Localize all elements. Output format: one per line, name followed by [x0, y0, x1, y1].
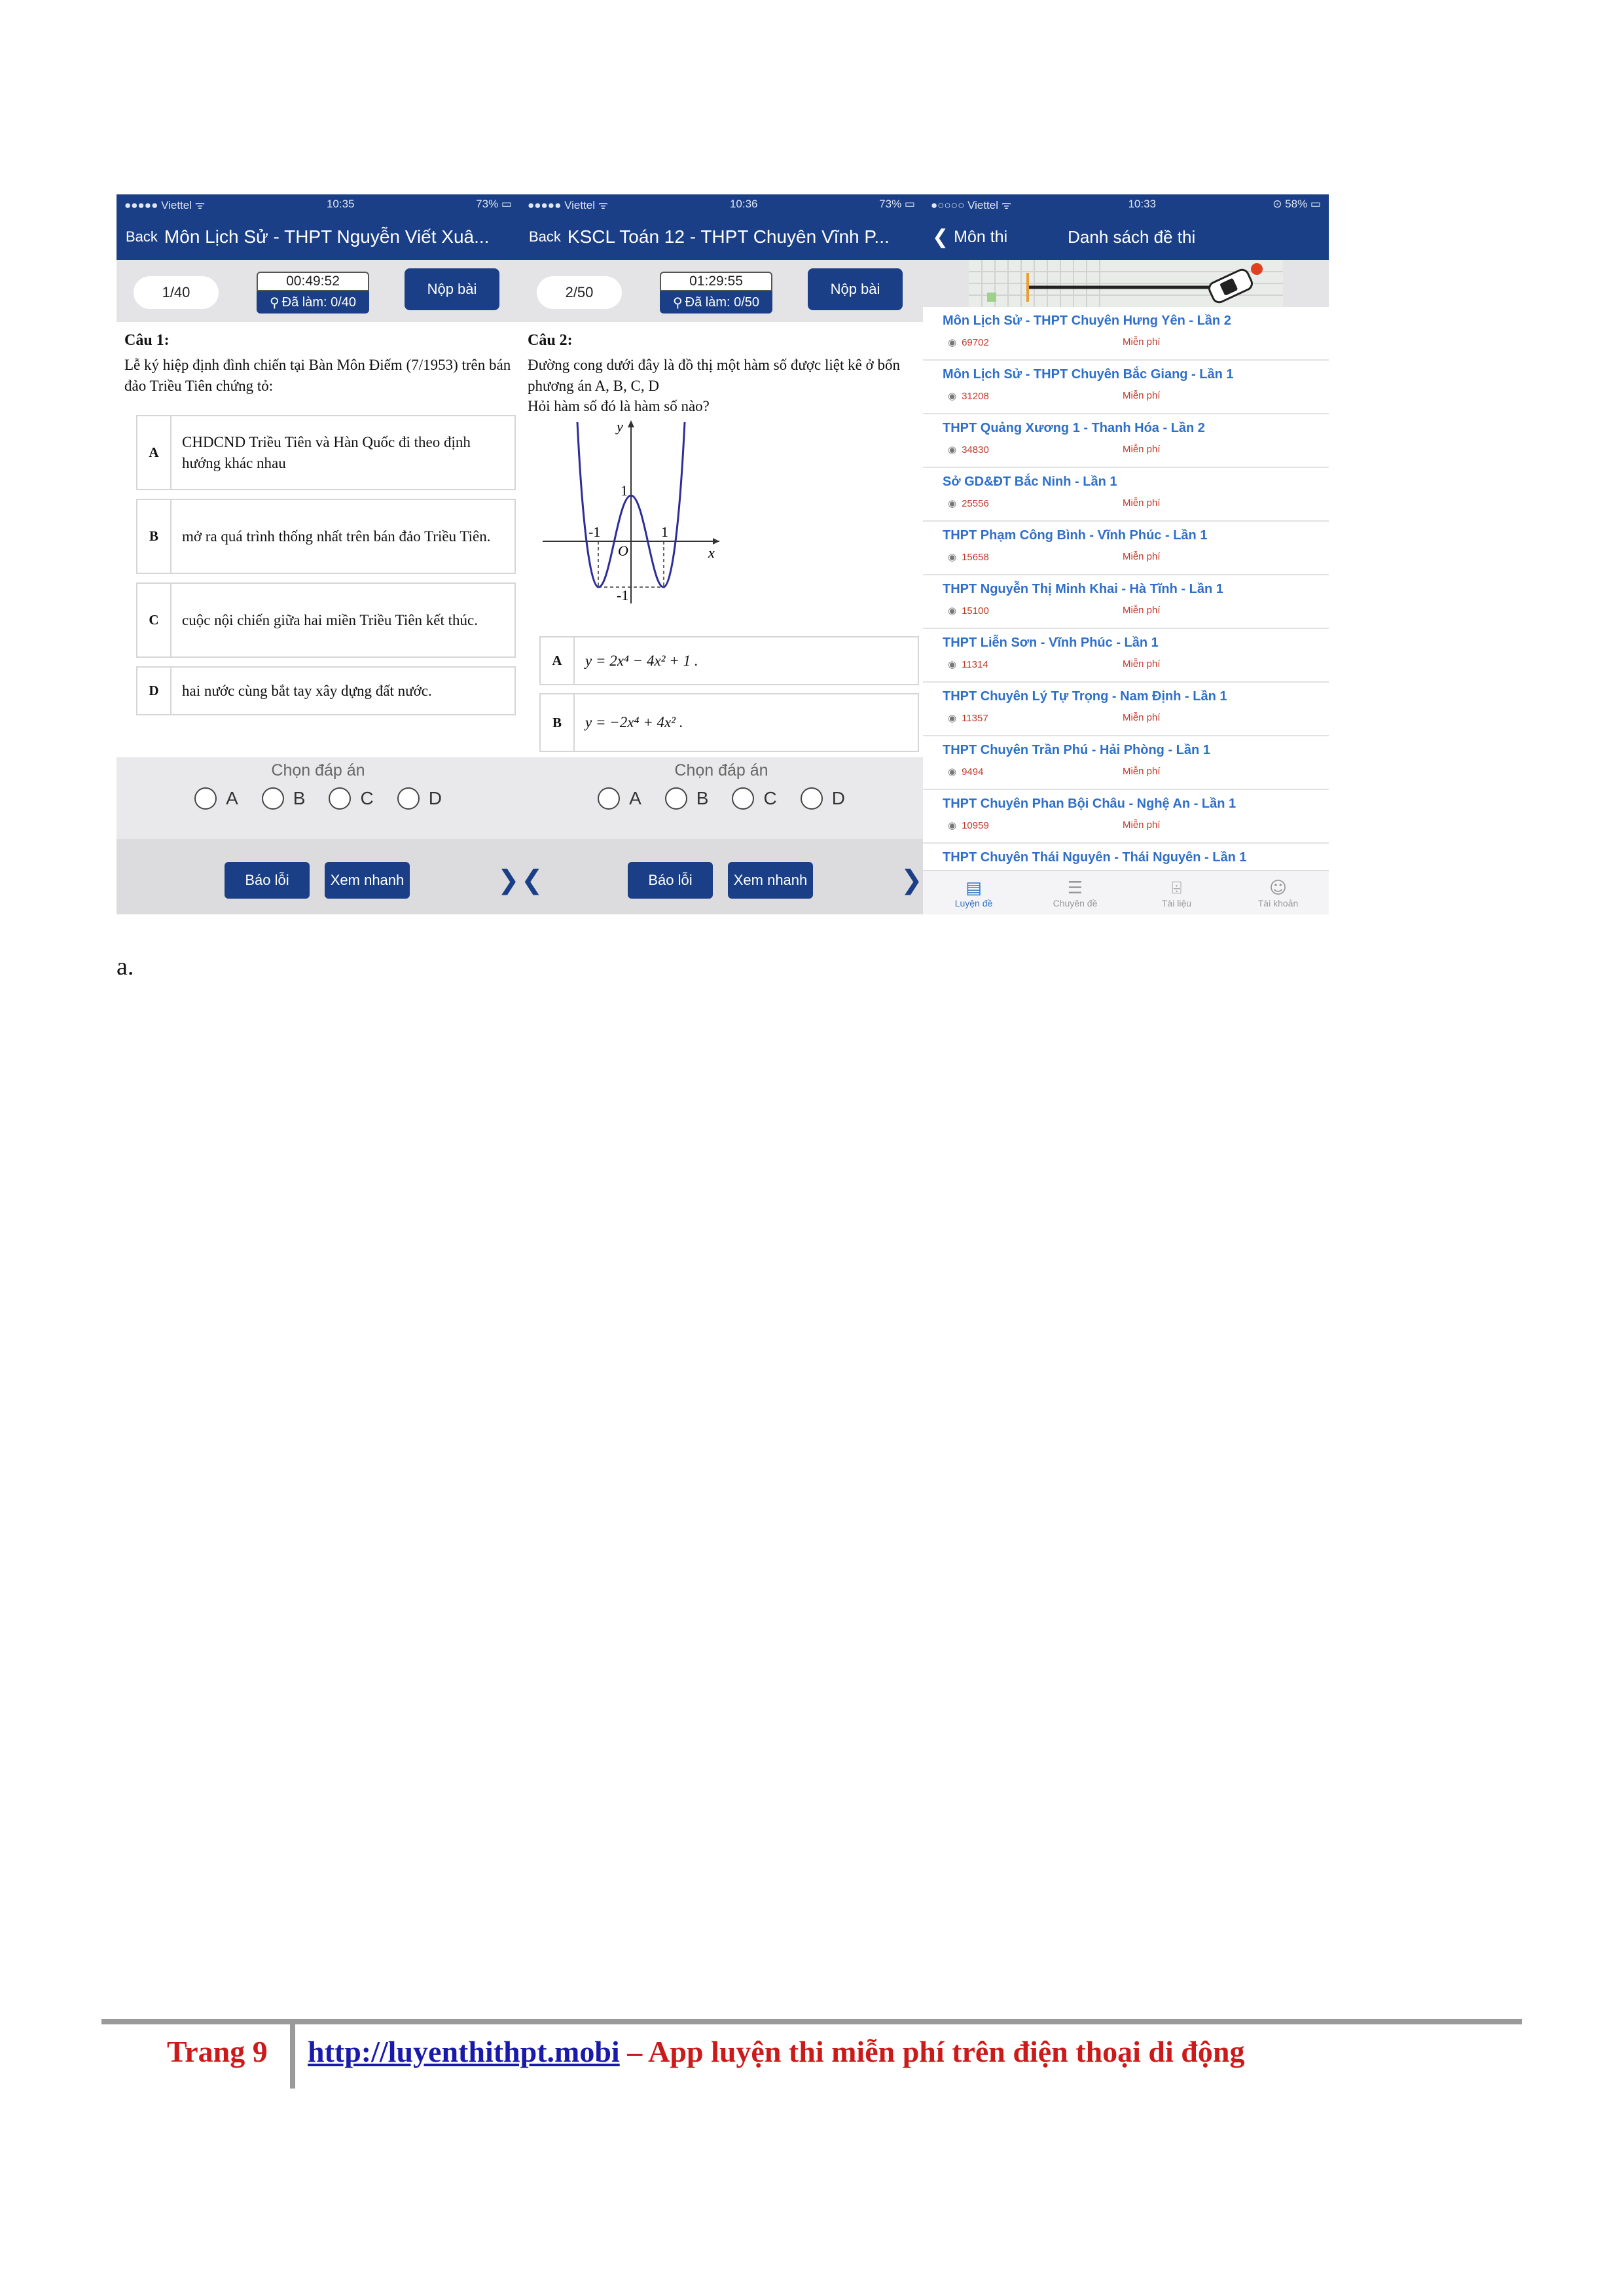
radio-label: C [763, 788, 777, 808]
price-label: Miễn phí [1123, 336, 1161, 348]
option-letter: B [137, 500, 171, 573]
tick-label: 1 [621, 482, 628, 499]
status-bar [117, 194, 520, 214]
option-text: y = −2x⁴ + 4x² . [585, 714, 683, 730]
option-text: y = 2x⁴ − 4x² + 1 . [585, 652, 698, 669]
footer-page-label: Trang 9 [167, 2035, 268, 2068]
radio-d[interactable] [801, 787, 845, 810]
back-button[interactable] [932, 226, 1007, 249]
list-item[interactable] [923, 414, 1329, 468]
battery: 73% ▭ [476, 198, 512, 210]
y-axis-label: y [617, 418, 623, 435]
status-bar [923, 194, 1329, 214]
eye-icon: ◉ [948, 766, 957, 778]
view-count [948, 712, 988, 724]
price-label: Miễn phí [1123, 390, 1161, 401]
views-value: 9494 [962, 766, 984, 778]
carrier: ●●●●● Viettel ᯤ [528, 198, 609, 211]
tab-bar [923, 870, 1329, 914]
banner-image [969, 260, 1283, 307]
radio-label: C [360, 788, 374, 808]
tick-label: -1 [588, 524, 601, 540]
answer-bar [520, 757, 923, 839]
option-letter: C [137, 584, 171, 656]
submit-button[interactable]: Nộp bài [405, 268, 499, 310]
option-letter: A [137, 416, 171, 489]
eye-icon: ◉ [948, 712, 957, 724]
view-count [948, 605, 989, 617]
option-letter: D [137, 668, 171, 714]
exam-title: THPT Chuyên Thái Nguyên - Thái Nguyên - Lần 1 [943, 850, 1247, 865]
option-letter: B [541, 694, 575, 751]
account-icon: ☺ [1269, 878, 1288, 898]
radio-label: D [831, 788, 845, 808]
footer-text [308, 2034, 1244, 2069]
exam-title: THPT Chuyên Trần Phú - Hải Phòng - Lần 1 [943, 743, 1210, 757]
radio-c[interactable] [329, 787, 373, 810]
price-label: Miễn phí [1123, 605, 1161, 616]
tab-label: Luyện đề [954, 898, 993, 908]
price-label: Miễn phí [1123, 766, 1161, 777]
views-value: 69702 [962, 336, 989, 348]
radio-circle [397, 787, 420, 810]
submit-button[interactable]: Nộp bài [808, 268, 903, 310]
exam-title: THPT Chuyên Phan Bội Châu - Nghệ An - Lần 1 [943, 797, 1236, 811]
progress-button[interactable] [660, 291, 772, 314]
option-a[interactable] [136, 415, 516, 490]
book-icon: ⌹ [1171, 878, 1182, 898]
radio-circle [598, 787, 620, 810]
view-count [948, 336, 989, 348]
list-item[interactable] [923, 307, 1329, 361]
radio-d[interactable] [397, 787, 442, 810]
function-graph [539, 417, 723, 607]
quiz-toolbar [117, 260, 520, 322]
radio-circle [665, 787, 687, 810]
eye-icon: ◉ [948, 390, 957, 402]
views-value: 25556 [962, 497, 989, 509]
price-label: Miễn phí [1123, 444, 1161, 455]
option-text: mở ra quá trình thống nhất trên bán đảo Triều Tiên. [182, 528, 491, 545]
price-label: Miễn phí [1123, 658, 1161, 670]
option-b[interactable] [539, 693, 919, 752]
exam-title: THPT Chuyên Lý Tự Trọng - Nam Định - Lần 1 [943, 689, 1227, 704]
list-item[interactable] [923, 575, 1329, 629]
timer-value: 00:49:52 [257, 272, 369, 291]
screen-exam-list [923, 194, 1329, 914]
option-text: CHDCND Triều Tiên và Hàn Quốc đi theo định hướng khác nhau [182, 433, 471, 471]
footer-link[interactable]: http://luyenthithpt.mobi [308, 2035, 620, 2068]
eye-icon: ◉ [948, 444, 957, 456]
question-text: Đường cong dưới đây là đồ thị một hàm số được liệt kê ở bốn phương án A, B, C, D [528, 357, 900, 394]
list-item[interactable] [923, 629, 1329, 683]
list-item[interactable] [923, 468, 1329, 522]
list-item[interactable] [923, 683, 1329, 736]
page-title: Môn Lịch Sử - THPT Nguyễn Viết Xuâ... [164, 226, 490, 247]
page-title: Danh sách đề thi [1068, 226, 1196, 247]
radio-label: D [428, 788, 442, 808]
clock: 10:33 [1128, 198, 1156, 210]
views-value: 15100 [962, 605, 989, 617]
exam-title: THPT Nguyễn Thị Minh Khai - Hà Tĩnh - Lần 1 [943, 582, 1223, 596]
radio-label: B [696, 788, 709, 808]
question-counter: 2/50 [537, 276, 622, 309]
back-label: Môn thi [954, 227, 1008, 246]
status-bar [520, 194, 923, 214]
views-value: 15658 [962, 551, 989, 563]
list-icon: ☰ [1067, 878, 1083, 898]
clock: 10:35 [326, 198, 355, 210]
views-value: 11314 [962, 658, 988, 670]
question-subtext: Hỏi hàm số đó là hàm số nào? [528, 398, 710, 414]
exam-title: Sở GD&ĐT Bắc Ninh - Lần 1 [943, 475, 1117, 489]
exam-title: THPT Phạm Công Bình - Vĩnh Phúc - Lần 1 [943, 528, 1208, 543]
bottom-bar [117, 839, 520, 914]
footer-tagline: – App luyện thi miễn phí trên điện thoại di động [619, 2035, 1245, 2068]
choose-answer-label: Chọn đáp án [674, 761, 768, 780]
search-icon: ⚲ [672, 295, 683, 310]
radio-b[interactable] [665, 787, 709, 810]
question-title: Câu 1: [124, 332, 170, 349]
tab-topics[interactable] [1024, 871, 1126, 914]
option-b[interactable] [136, 499, 516, 574]
done-count: Đã làm: 0/50 [685, 295, 760, 310]
question-text: Lễ ký hiệp định đình chiến tại Bàn Môn Điếm (7/1953) trên bán đảo Triều Tiên chứng tỏ: [124, 357, 511, 394]
views-value: 11357 [962, 712, 988, 724]
radio-label: B [293, 788, 306, 808]
tab-practice[interactable] [923, 871, 1024, 914]
radio-c[interactable] [732, 787, 776, 810]
x-axis-arrow [713, 538, 719, 545]
battery: 73% ▭ [879, 198, 915, 210]
view-count [948, 766, 983, 778]
eye-icon: ◉ [948, 497, 957, 509]
carrier: ●○○○○ Viettel ᯤ [931, 198, 1012, 211]
radio-circle [262, 787, 284, 810]
view-count [948, 658, 988, 670]
eye-icon: ◉ [948, 819, 957, 831]
price-label: Miễn phí [1123, 819, 1161, 831]
question-title: Câu 2: [528, 332, 573, 349]
question-counter: 1/40 [134, 276, 219, 309]
nav-bar [117, 214, 520, 260]
footer-rule [101, 2019, 1522, 2024]
list-item[interactable] [923, 790, 1329, 844]
chevron-right-icon[interactable]: ❯ [901, 865, 923, 895]
view-count [948, 390, 989, 402]
answer-radios [520, 787, 923, 810]
page-title: KSCL Toán 12 - THPT Chuyên Vĩnh P... [567, 226, 890, 247]
report-button[interactable]: Báo lỗi [225, 862, 310, 899]
view-count [948, 819, 989, 831]
back-button[interactable]: Back [529, 228, 561, 245]
search-icon: ⚲ [269, 295, 280, 310]
radio-b[interactable] [262, 787, 306, 810]
eye-icon: ◉ [948, 658, 957, 670]
exam-title: Môn Lịch Sử - THPT Chuyên Bắc Giang - Lần 1 [943, 367, 1234, 382]
tab-documents[interactable] [1126, 871, 1227, 914]
option-letter: A [541, 637, 575, 684]
y-axis-arrow [628, 420, 634, 427]
screen-math-quiz [520, 194, 923, 914]
exam-title: THPT Liễn Sơn - Vĩnh Phúc - Lần 1 [943, 636, 1159, 650]
answer-bar [117, 757, 520, 839]
chevron-right-icon[interactable]: ❯ [497, 865, 520, 895]
eye-icon: ◉ [948, 605, 957, 617]
figure-caption: a. [117, 953, 134, 980]
radio-circle [194, 787, 217, 810]
view-count [948, 551, 989, 563]
price-label: Miễn phí [1123, 551, 1161, 562]
quick-view-button[interactable]: Xem nhanh [325, 862, 410, 899]
list-item[interactable] [923, 844, 1329, 870]
view-count [948, 497, 989, 509]
radio-label: A [226, 788, 238, 808]
tab-label: Tài liệu [1161, 898, 1192, 908]
view-count [948, 444, 989, 456]
tab-label: Tài khoản [1257, 898, 1299, 908]
tab-label: Chuyên đề [1053, 898, 1098, 908]
nav-bar [923, 214, 1329, 260]
list-item[interactable] [923, 522, 1329, 575]
views-value: 34830 [962, 444, 989, 456]
exam-title: THPT Quảng Xương 1 - Thanh Hóa - Lần 2 [943, 421, 1205, 435]
option-a[interactable] [539, 636, 919, 685]
x-axis-label: x [708, 545, 715, 561]
tab-account[interactable] [1227, 871, 1329, 914]
radio-a[interactable] [598, 787, 641, 810]
report-button[interactable]: Báo lỗi [628, 862, 713, 899]
chevron-left-icon: ❮ [932, 225, 949, 249]
back-button[interactable]: Back [126, 228, 158, 245]
timer [257, 272, 369, 315]
footer-divider [290, 2024, 295, 2089]
list-item[interactable] [923, 361, 1329, 414]
option-text: cuộc nội chiến giữa hai miền Triều Tiên kết thúc. [182, 611, 478, 628]
eye-icon: ◉ [948, 551, 957, 563]
banner[interactable] [923, 260, 1329, 307]
price-label: Miễn phí [1123, 712, 1161, 723]
radio-circle [329, 787, 351, 810]
origin-label: O [618, 543, 628, 559]
carrier: ●●●●● Viettel ᯤ [124, 198, 206, 211]
option-d[interactable] [136, 666, 516, 715]
tick-label: 1 [661, 524, 668, 540]
radio-circle [801, 787, 823, 810]
progress-button[interactable] [257, 291, 369, 314]
timer [660, 272, 772, 315]
radio-circle [732, 787, 754, 810]
clock: 10:36 [729, 198, 758, 210]
option-text: hai nước cùng bắt tay xây dựng đất nước. [182, 682, 432, 699]
tick-label: -1 [617, 587, 629, 603]
choose-answer-label: Chọn đáp án [271, 761, 365, 780]
done-count: Đã làm: 0/40 [281, 295, 357, 310]
exam-icon: ▤ [965, 878, 982, 898]
timer-value: 01:29:55 [660, 272, 772, 291]
answer-radios [117, 787, 520, 810]
exam-title: Môn Lịch Sử - THPT Chuyên Hưng Yên - Lần 2 [943, 314, 1231, 328]
chevron-left-icon[interactable]: ❮ [521, 865, 543, 895]
eye-icon: ◉ [948, 336, 957, 348]
exam-list [923, 307, 1329, 870]
nav-bar [520, 214, 923, 260]
option-c[interactable] [136, 583, 516, 658]
radio-label: A [629, 788, 641, 808]
views-value: 10959 [962, 819, 989, 831]
quick-view-button[interactable]: Xem nhanh [728, 862, 813, 899]
quiz-toolbar [520, 260, 923, 322]
screen-history-quiz [117, 194, 520, 914]
bottom-bar [520, 839, 923, 914]
price-label: Miễn phí [1123, 497, 1161, 509]
list-item[interactable] [923, 736, 1329, 790]
views-value: 31208 [962, 390, 989, 402]
battery: ⊙ 58% ▭ [1272, 198, 1321, 210]
radio-a[interactable] [194, 787, 238, 810]
